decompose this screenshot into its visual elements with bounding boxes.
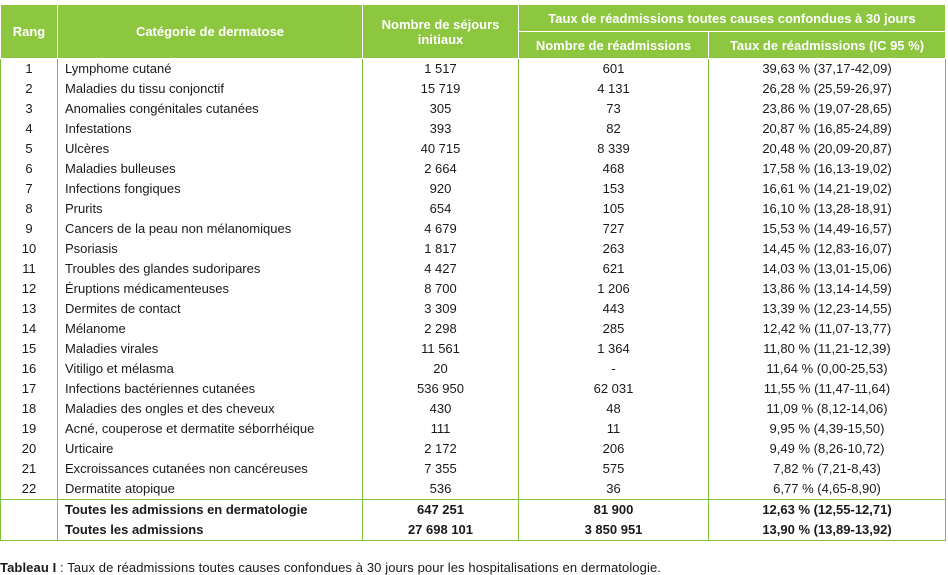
category-cell: Éruptions médicamenteuses xyxy=(58,279,363,299)
table-row xyxy=(1,119,946,139)
table-row xyxy=(1,339,946,359)
readmissions-cell: 153 xyxy=(519,179,709,199)
category-cell: Excroissances cutanées non cancéreuses xyxy=(58,459,363,479)
table-row xyxy=(1,459,946,479)
rate-cell: 20,48 % (20,09-20,87) xyxy=(709,139,946,159)
stays-cell: 7 355 xyxy=(363,459,519,479)
header-group: Taux de réadmissions toutes causes confondues à 30 jours xyxy=(519,5,946,32)
header-rate: Taux de réadmissions (IC 95 %) xyxy=(709,32,946,59)
readmission-table xyxy=(0,4,946,541)
rank-cell: 16 xyxy=(1,359,58,379)
table-row xyxy=(1,99,946,119)
table-row xyxy=(1,319,946,339)
table-row xyxy=(1,139,946,159)
rate-cell: 39,63 % (37,17-42,09) xyxy=(709,59,946,80)
readmissions-cell: 8 339 xyxy=(519,139,709,159)
stays-cell: 111 xyxy=(363,419,519,439)
header-readmissions: Nombre de réadmissions xyxy=(519,32,709,59)
rate-cell: 12,42 % (11,07-13,77) xyxy=(709,319,946,339)
table-row xyxy=(1,199,946,219)
rank-cell: 13 xyxy=(1,299,58,319)
readmissions-cell: 601 xyxy=(519,59,709,80)
stays-cell: 920 xyxy=(363,179,519,199)
stays-cell: 3 309 xyxy=(363,299,519,319)
category-cell: Troubles des glandes sudoripares xyxy=(58,259,363,279)
readmissions-cell: 621 xyxy=(519,259,709,279)
readmissions-cell: 1 206 xyxy=(519,279,709,299)
readmissions-cell: - xyxy=(519,359,709,379)
rate-cell: 13,86 % (13,14-14,59) xyxy=(709,279,946,299)
total-stays-cell: 27 698 101 xyxy=(363,520,519,541)
readmissions-cell: 62 031 xyxy=(519,379,709,399)
rate-cell: 9,95 % (4,39-15,50) xyxy=(709,419,946,439)
rate-cell: 17,58 % (16,13-19,02) xyxy=(709,159,946,179)
readmissions-cell: 11 xyxy=(519,419,709,439)
rate-cell: 11,09 % (8,12-14,06) xyxy=(709,399,946,419)
category-cell: Dermites de contact xyxy=(58,299,363,319)
caption-text: : Taux de réadmissions toutes causes confondues à 30 jours pour les hospitalisations en dermatologie. xyxy=(56,560,661,575)
total-category-cell: Toutes les admissions xyxy=(58,520,363,541)
readmissions-cell: 263 xyxy=(519,239,709,259)
category-cell: Infestations xyxy=(58,119,363,139)
table-row xyxy=(1,279,946,299)
category-cell: Vitiligo et mélasma xyxy=(58,359,363,379)
rate-cell: 11,80 % (11,21-12,39) xyxy=(709,339,946,359)
category-cell: Maladies des ongles et des cheveux xyxy=(58,399,363,419)
rank-cell: 14 xyxy=(1,319,58,339)
total-stays-cell: 647 251 xyxy=(363,500,519,521)
readmissions-cell: 73 xyxy=(519,99,709,119)
rank-cell: 22 xyxy=(1,479,58,500)
table-row xyxy=(1,79,946,99)
total-rate-cell: 12,63 % (12,55-12,71) xyxy=(709,500,946,521)
stays-cell: 654 xyxy=(363,199,519,219)
total-rate-cell: 13,90 % (13,89-13,92) xyxy=(709,520,946,541)
stays-cell: 4 679 xyxy=(363,219,519,239)
stays-cell: 4 427 xyxy=(363,259,519,279)
rank-cell: 3 xyxy=(1,99,58,119)
stays-cell: 393 xyxy=(363,119,519,139)
rank-cell: 6 xyxy=(1,159,58,179)
rate-cell: 9,49 % (8,26-10,72) xyxy=(709,439,946,459)
category-cell: Urticaire xyxy=(58,439,363,459)
rank-cell: 9 xyxy=(1,219,58,239)
rank-cell: 20 xyxy=(1,439,58,459)
category-cell: Psoriasis xyxy=(58,239,363,259)
rank-cell: 15 xyxy=(1,339,58,359)
total-row xyxy=(1,500,946,521)
readmissions-cell: 48 xyxy=(519,399,709,419)
total-row xyxy=(1,520,946,541)
rank-cell: 17 xyxy=(1,379,58,399)
stays-cell: 15 719 xyxy=(363,79,519,99)
empty-rank-cell xyxy=(1,520,58,541)
stays-cell: 11 561 xyxy=(363,339,519,359)
readmissions-cell: 105 xyxy=(519,199,709,219)
rank-cell: 19 xyxy=(1,419,58,439)
rate-cell: 14,03 % (13,01-15,06) xyxy=(709,259,946,279)
category-cell: Maladies virales xyxy=(58,339,363,359)
rank-cell: 18 xyxy=(1,399,58,419)
rank-cell: 21 xyxy=(1,459,58,479)
table-row xyxy=(1,219,946,239)
stays-cell: 1 517 xyxy=(363,59,519,80)
table-row xyxy=(1,439,946,459)
readmissions-cell: 727 xyxy=(519,219,709,239)
rate-cell: 15,53 % (14,49-16,57) xyxy=(709,219,946,239)
rank-cell: 7 xyxy=(1,179,58,199)
readmissions-cell: 206 xyxy=(519,439,709,459)
rate-cell: 11,64 % (0,00-25,53) xyxy=(709,359,946,379)
readmissions-cell: 4 131 xyxy=(519,79,709,99)
table-row xyxy=(1,399,946,419)
table-body xyxy=(1,59,946,541)
readmissions-cell: 443 xyxy=(519,299,709,319)
table-header xyxy=(1,5,946,59)
category-cell: Acné, couperose et dermatite séborrhéique xyxy=(58,419,363,439)
empty-rank-cell xyxy=(1,500,58,521)
readmissions-cell: 575 xyxy=(519,459,709,479)
header-stays: Nombre de séjours initiaux xyxy=(363,5,519,59)
total-readmissions-cell: 81 900 xyxy=(519,500,709,521)
readmissions-cell: 468 xyxy=(519,159,709,179)
category-cell: Infections bactériennes cutanées xyxy=(58,379,363,399)
stays-cell: 2 298 xyxy=(363,319,519,339)
table-row xyxy=(1,359,946,379)
rank-cell: 4 xyxy=(1,119,58,139)
rate-cell: 26,28 % (25,59-26,97) xyxy=(709,79,946,99)
table-row xyxy=(1,479,946,500)
category-cell: Anomalies congénitales cutanées xyxy=(58,99,363,119)
stays-cell: 8 700 xyxy=(363,279,519,299)
rank-cell: 8 xyxy=(1,199,58,219)
rate-cell: 11,55 % (11,47-11,64) xyxy=(709,379,946,399)
rank-cell: 11 xyxy=(1,259,58,279)
rank-cell: 5 xyxy=(1,139,58,159)
table-row xyxy=(1,299,946,319)
table-row xyxy=(1,179,946,199)
rate-cell: 16,10 % (13,28-18,91) xyxy=(709,199,946,219)
table-row xyxy=(1,379,946,399)
stays-cell: 1 817 xyxy=(363,239,519,259)
rank-cell: 1 xyxy=(1,59,58,80)
table-row xyxy=(1,239,946,259)
header-rank: Rang xyxy=(1,5,58,59)
rate-cell: 13,39 % (12,23-14,55) xyxy=(709,299,946,319)
table-row xyxy=(1,259,946,279)
total-readmissions-cell: 3 850 951 xyxy=(519,520,709,541)
stays-cell: 40 715 xyxy=(363,139,519,159)
table-row xyxy=(1,59,946,80)
stays-cell: 20 xyxy=(363,359,519,379)
table-caption xyxy=(0,560,661,575)
rate-cell: 20,87 % (16,85-24,89) xyxy=(709,119,946,139)
category-cell: Maladies du tissu conjonctif xyxy=(58,79,363,99)
category-cell: Ulcères xyxy=(58,139,363,159)
category-cell: Cancers de la peau non mélanomiques xyxy=(58,219,363,239)
rate-cell: 16,61 % (14,21-19,02) xyxy=(709,179,946,199)
stays-cell: 2 172 xyxy=(363,439,519,459)
rate-cell: 23,86 % (19,07-28,65) xyxy=(709,99,946,119)
rate-cell: 7,82 % (7,21-8,43) xyxy=(709,459,946,479)
stays-cell: 430 xyxy=(363,399,519,419)
rank-cell: 12 xyxy=(1,279,58,299)
stays-cell: 536 xyxy=(363,479,519,500)
category-cell: Maladies bulleuses xyxy=(58,159,363,179)
rate-cell: 14,45 % (12,83-16,07) xyxy=(709,239,946,259)
table-row xyxy=(1,159,946,179)
caption-label: Tableau I xyxy=(0,560,57,575)
total-category-cell: Toutes les admissions en dermatologie xyxy=(58,500,363,521)
readmissions-cell: 36 xyxy=(519,479,709,500)
rank-cell: 10 xyxy=(1,239,58,259)
rate-cell: 6,77 % (4,65-8,90) xyxy=(709,479,946,500)
category-cell: Infections fongiques xyxy=(58,179,363,199)
category-cell: Lymphome cutané xyxy=(58,59,363,80)
readmissions-cell: 285 xyxy=(519,319,709,339)
category-cell: Mélanome xyxy=(58,319,363,339)
table-row xyxy=(1,419,946,439)
category-cell: Prurits xyxy=(58,199,363,219)
header-category: Catégorie de dermatose xyxy=(58,5,363,59)
rank-cell: 2 xyxy=(1,79,58,99)
readmissions-cell: 82 xyxy=(519,119,709,139)
stays-cell: 536 950 xyxy=(363,379,519,399)
category-cell: Dermatite atopique xyxy=(58,479,363,500)
stays-cell: 2 664 xyxy=(363,159,519,179)
stays-cell: 305 xyxy=(363,99,519,119)
readmissions-cell: 1 364 xyxy=(519,339,709,359)
